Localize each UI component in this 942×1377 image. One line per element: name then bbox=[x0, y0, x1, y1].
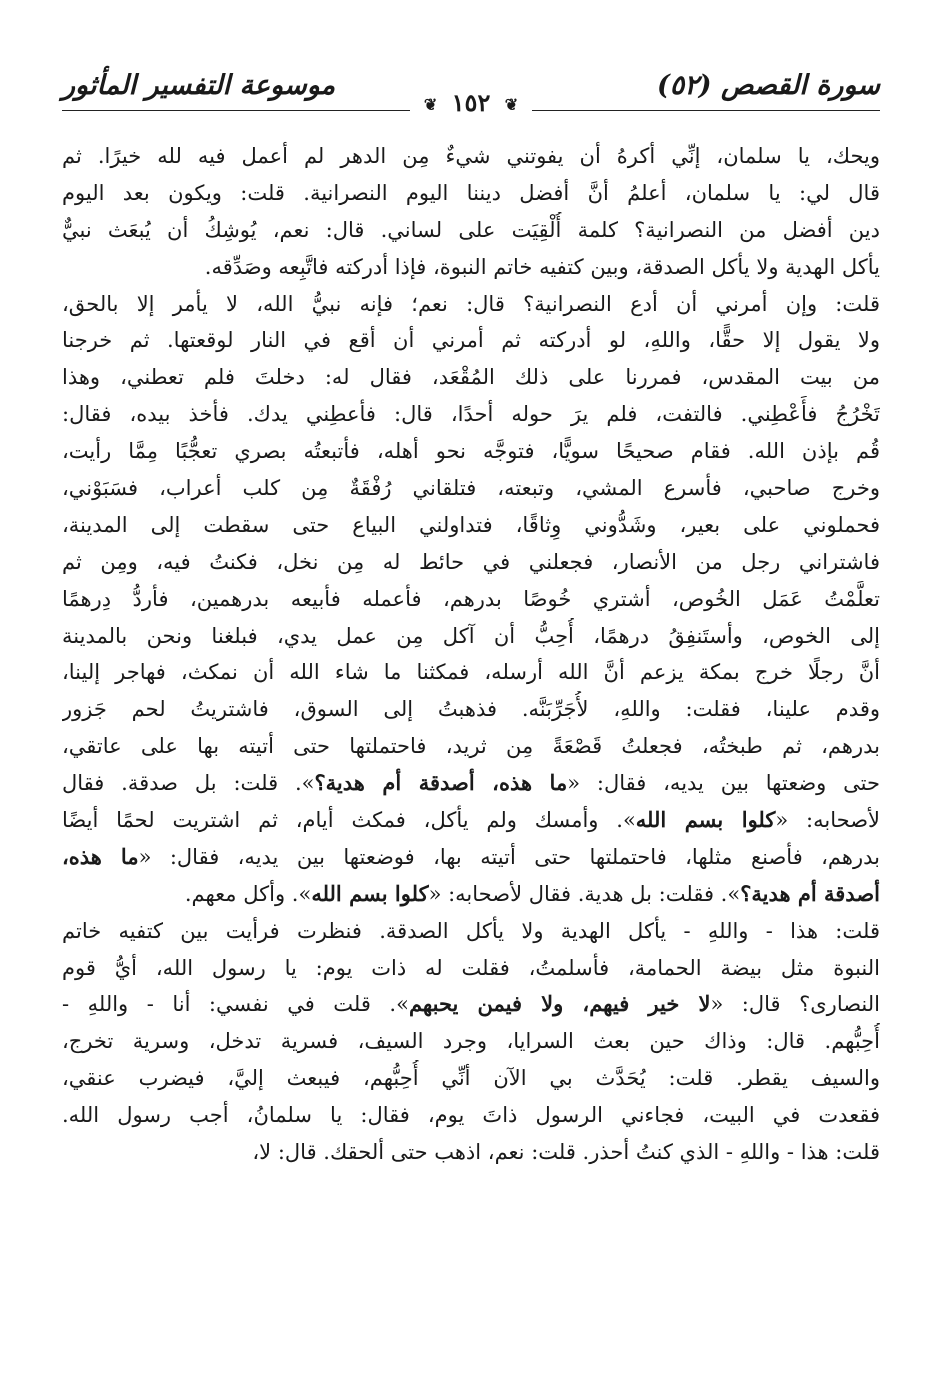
text-line: قُم بإذن الله. فقام صحيحًا سويًّا، فتوجَّه نحو أهله، فأتبعتُه بصري تعجُّبًا مِمَّا رأيت، bbox=[62, 439, 880, 464]
text-line: قال لي: يا سلمان، أعلمُ أنَّ أفضل ديننا اليوم النصرانية. قلت: ويكون بعد اليوم bbox=[62, 180, 880, 205]
text-line: قلت: هذا - واللهِ - الذي كنتُ أحذر. قلت: نعم، اذهب حتى ألحقك. قال: لا، bbox=[252, 1140, 880, 1165]
text-line: ولا يقول إلا حقًّا، واللهِ، لو أدركته ثم أمرني أن أقع في النار لوقعتها. ثم خرجنا bbox=[62, 328, 880, 353]
text-line: فاشتراني رجل من الأنصار، فجعلني في حائط له مِن نخل، فكنتُ فيه، ومِن ثم bbox=[62, 549, 880, 574]
text-line: وخرج صاحبي، فأسرع المشي، وتبعته، فتلقاني رُفْقَةٌ مِن كلب أعراب، فسَبَوْني، bbox=[62, 476, 880, 501]
text-line: تعلَّمْتُ عَمَل الخُوص، أشتري خُوصًا بدرهم، فأعمله فأبيعه بدرهمين، فأردُّ دِرهمًا bbox=[62, 586, 880, 611]
text-line: والسيف يقطر. قلت: يُحَدَّث بي الآن أنِّي أُحِبُّهم، فيبعث إليَّ، فيضرب عنقي، bbox=[62, 1066, 880, 1091]
text-line: أنَّ رجلًا خرج بمكة يزعم أنَّ الله أرسله، فمكثنا ما شاء الله أن نمكث، فهاجر إلينا، bbox=[62, 660, 880, 685]
text-line: أصدقة أم هدية؟». فقلت: بل هدية. فقال لأصحابه: «كلوا بسم الله». وأكل معهم. bbox=[184, 880, 880, 906]
page-number-box bbox=[0, 88, 942, 117]
text-line: النبوة مثل بيضة الحمامة، فأسلمتُ، فقلت له ذات يوم: يا رسول الله، أيُّ قوم bbox=[62, 955, 880, 980]
ornament-left-icon: ❦ bbox=[423, 95, 438, 114]
ornament-right-icon: ❦ bbox=[504, 95, 519, 114]
sura-title: سورة القصص (٥٢) bbox=[656, 70, 880, 101]
text-line: إلى الخوص، وأستَنفِقُ درهمًا، أُحِبُّ أن آكل مِن عمل يدي، فبلغنا ونحن بالمدينة bbox=[62, 623, 880, 648]
text-line: فحملوني على بعير، وشَدُّوني وِثاقًا، فتداولني البياع حتى سقطت إلى المدينة، bbox=[62, 512, 880, 537]
text-line: أُحِبُّهم. قال: وذاك حين بعث السرايا، وجرد السيف، فسرية تدخل، وسرية تخرج، bbox=[62, 1029, 880, 1054]
text-line: دين أفضل من النصرانية؟ كلمة أُلْقِيَت على لساني. قال: نعم، يُوشِكُ أن يُبعَث نبيٌّ bbox=[62, 217, 880, 242]
text-line: بدرهم، ثم طبختُه، فجعلتُ قَصْعَةً مِن ثريد، فاحتملتها حتى أتيته بها على عاتقي، bbox=[62, 734, 880, 759]
text-line: يأكل الهدية ولا يأكل الصدقة، وبين كتفيه خاتم النبوة، فإذا أدركته فاتَّبِعه وصَدِّقه. bbox=[204, 254, 880, 279]
text-line: وقدم علينا، فقلت: واللهِ، لأُجَرِّبَنَّه. فذهبتُ إلى السوق، فاشتريتُ لحم جَزور bbox=[62, 697, 880, 722]
text-line: قلت: هذا - واللهِ - يأكل الهدية ولا يأكل الصدقة. فنظرت فرأيت بين كتفيه خاتم bbox=[62, 918, 880, 943]
text-line: فقعدت في البيت، فجاءني الرسول ذاتَ يوم، فقال: يا سلمانُ، أجب رسول الله. bbox=[62, 1103, 880, 1128]
text-line: النصارى؟ قال: «لا خير فيهم، ولا فيمن يحبهم». قلت في نفسي: أنا - واللهِ - bbox=[62, 991, 880, 1017]
text-line: من بيت المقدس، فمررنا على ذلك المُقْعَد، فقال له: دخلتَ فلم تعطني، وهذا bbox=[62, 365, 880, 390]
text-line: قلت: وإن أمرني أن أدع النصرانية؟ قال: نعم؛ فإنه نبيُّ الله، لا يأمر إلا بالحق، bbox=[62, 291, 880, 316]
page-number: ١٥٢ bbox=[451, 88, 491, 117]
text-line: حتى وضعتها بين يديه، فقال: «ما هذه، أصدقة أم هدية؟». قلت: بل صدقة. فقال bbox=[62, 770, 880, 796]
text-line: لأصحابه: «كلوا بسم الله». وأمسك ولم يأكل، فمكث أيام، ثم اشتريت لحمًا أيضًا bbox=[62, 807, 880, 833]
body-text bbox=[62, 138, 880, 1171]
text-line: تَخْرُجُ فأَعْطِني. فالتفت، فلم يرَ حوله أحدًا، قال: فأعطِني يدك. فأخذ بيده، فقال: bbox=[62, 402, 880, 427]
text-line: ويحك، يا سلمان، إنِّي أكرهُ أن يفوتني شيءٌ مِن الدهر لم أعمل فيه لله خيرًا. ثم bbox=[62, 144, 880, 168]
text-line: بدرهم، فأصنع مثلها، فاحتملتها حتى أتيته بها، فوضعتها بين يديه، فقال: «ما هذه، bbox=[62, 843, 880, 869]
book-title: موسوعة التفسير المأثور bbox=[62, 70, 336, 101]
